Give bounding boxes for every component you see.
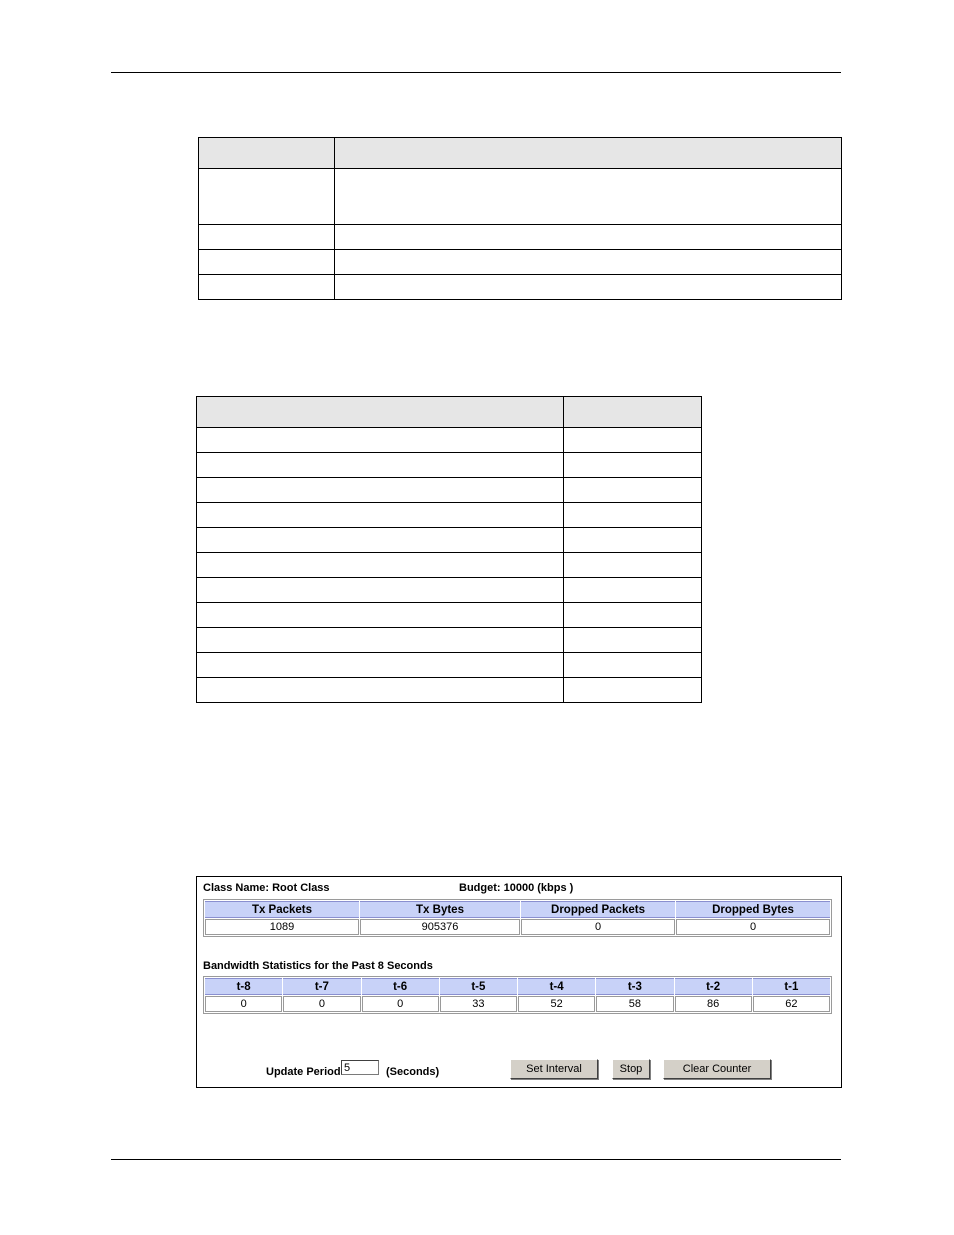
dropped-packets-header: Dropped Packets [521,901,675,918]
tx-bytes-header: Tx Bytes [360,901,520,918]
t8-header: t-8 [205,978,282,995]
update-period-label: Update Period [266,1066,341,1078]
t7-header: t-7 [283,978,360,995]
table-header-row [205,901,830,918]
bandwidth-statistics-title: Bandwidth Statistics for the Past 8 Seconds [203,960,433,972]
table-row [197,578,702,603]
t2-header: t-2 [675,978,752,995]
table-row [199,275,842,300]
t2-value: 86 [675,996,752,1012]
table-row [197,528,702,553]
table-row [205,996,830,1012]
table-row [197,653,702,678]
table-row [197,478,702,503]
tx-packets-value: 1089 [205,919,359,935]
footer-rule [111,1159,841,1160]
table-header-row [199,138,842,169]
table-row [197,628,702,653]
description-table [198,137,842,300]
t4-header: t-4 [518,978,595,995]
settings-table [196,396,702,703]
clear-counter-button[interactable]: Clear Counter [663,1059,771,1079]
table-row [205,919,830,935]
class-statistics-screenshot [196,876,842,1088]
header-cell [199,138,335,169]
update-period-input[interactable] [341,1060,379,1075]
table-row [197,453,702,478]
tx-packets-header: Tx Packets [205,901,359,918]
stop-button[interactable]: Stop [612,1059,650,1079]
t1-header: t-1 [753,978,830,995]
t6-value: 0 [362,996,439,1012]
t7-value: 0 [283,996,360,1012]
seconds-label: (Seconds) [386,1066,440,1078]
table-row [197,428,702,453]
table-header-row [205,978,830,995]
dropped-bytes-value: 0 [676,919,830,935]
table-row [197,678,702,703]
table-row [197,503,702,528]
header-rule [111,72,841,73]
header-cell [197,397,564,428]
table-row [199,225,842,250]
table-row [197,603,702,628]
tx-bytes-value: 905376 [360,919,520,935]
dropped-bytes-header: Dropped Bytes [676,901,830,918]
header-cell [564,397,702,428]
t5-header: t-5 [440,978,517,995]
t6-header: t-6 [362,978,439,995]
class-name-label: Class Name: Root Class [203,882,330,894]
t4-value: 52 [518,996,595,1012]
table-row [199,169,842,225]
t1-value: 62 [753,996,830,1012]
header-cell [335,138,842,169]
table-row [199,250,842,275]
t3-value: 58 [596,996,673,1012]
bandwidth-statistics-table [203,976,832,1014]
t3-header: t-3 [596,978,673,995]
set-interval-button[interactable]: Set Interval [510,1059,598,1079]
dropped-packets-value: 0 [521,919,675,935]
t8-value: 0 [205,996,282,1012]
traffic-statistics-table [203,899,832,937]
t5-value: 33 [440,996,517,1012]
budget-label: Budget: 10000 (kbps ) [459,882,574,894]
table-header-row [197,397,702,428]
table-row [197,553,702,578]
